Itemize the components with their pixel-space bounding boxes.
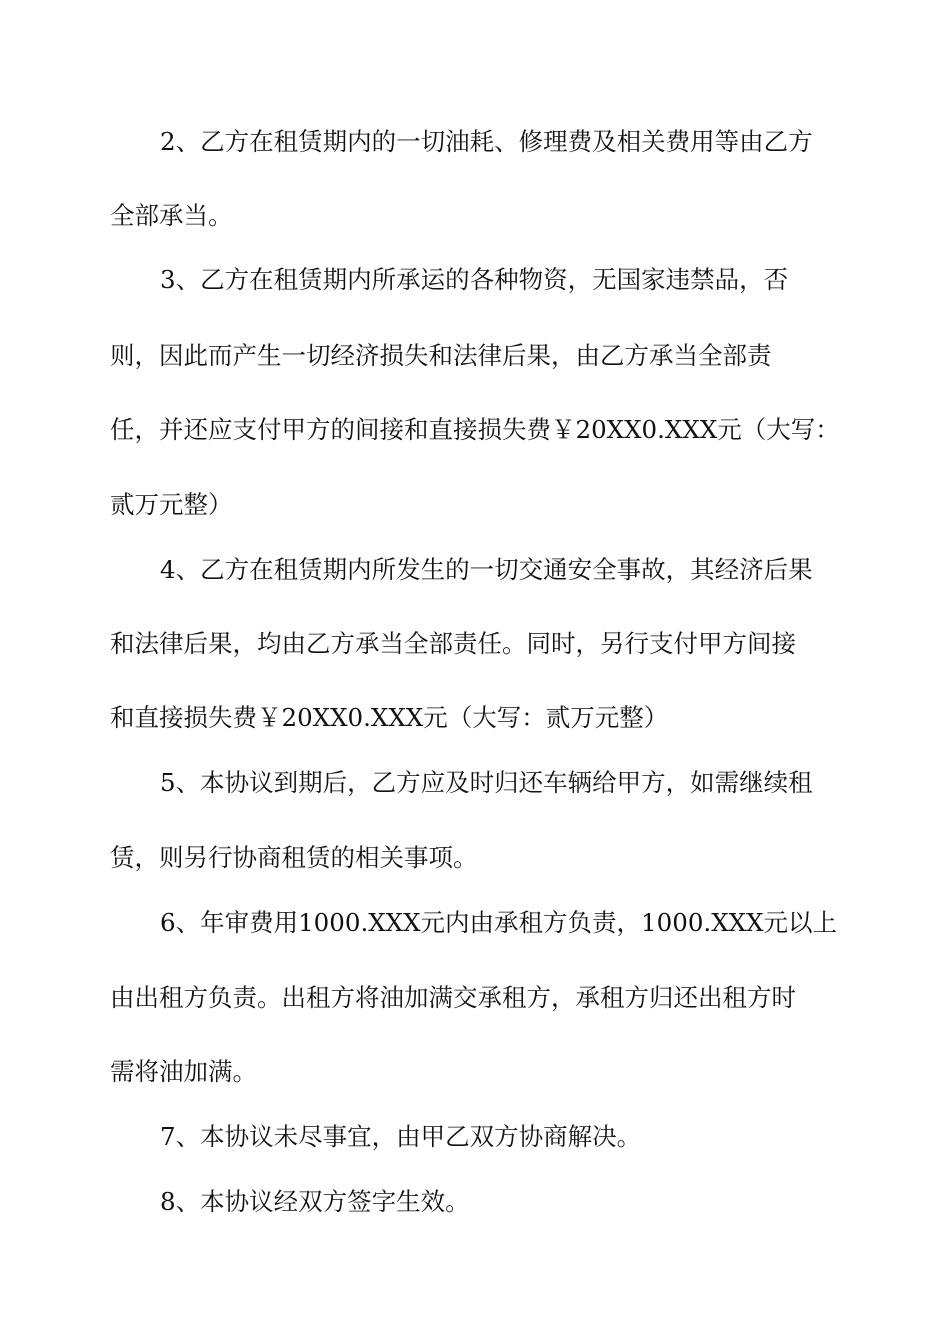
clause-2-line-2: 全部承当。 — [110, 201, 233, 230]
clause-3-line-4: 贰万元整） — [110, 490, 233, 519]
clause-8-line-1: 8、本协议经双方签字生效。 — [160, 1187, 470, 1216]
clause-4-line-3: 和直接损失费￥20XX0.XXX元（大写：贰万元整） — [110, 703, 669, 732]
clause-3-line-1: 3、乙方在租赁期内所承运的各种物资，无国家违禁品，否 — [160, 265, 789, 294]
clause-5-line-1: 5、本协议到期后，乙方应及时归还车辆给甲方，如需继续租 — [160, 768, 813, 797]
clause-6-line-2: 由出租方负责。出租方将油加满交承租方，承租方归还出租方时 — [110, 983, 796, 1012]
clause-4-line-1: 4、乙方在租赁期内所发生的一切交通安全事故，其经济后果 — [160, 555, 813, 584]
clause-3-line-2: 则，因此而产生一切经济损失和法律后果，由乙方承当全部责 — [110, 341, 772, 370]
clause-4-line-2: 和法律后果，均由乙方承当全部责任。同时，另行支付甲方间接 — [110, 629, 796, 658]
clause-3-line-3: 任，并还应支付甲方的间接和直接损失费￥20XX0.XXX元（大写： — [110, 415, 840, 444]
clause-7-line-1: 7、本协议未尽事宜，由甲乙双方协商解决。 — [160, 1122, 642, 1151]
clause-6-line-1: 6、年审费用1000.XXX元内由承租方负责，1000.XXX元以上 — [160, 908, 838, 937]
clause-5-line-2: 赁，则另行协商租赁的相关事项。 — [110, 843, 478, 872]
clause-6-line-3: 需将油加满。 — [110, 1057, 257, 1086]
clause-2-line-1: 2、乙方在租赁期内的一切油耗、修理费及相关费用等由乙方 — [160, 127, 813, 156]
